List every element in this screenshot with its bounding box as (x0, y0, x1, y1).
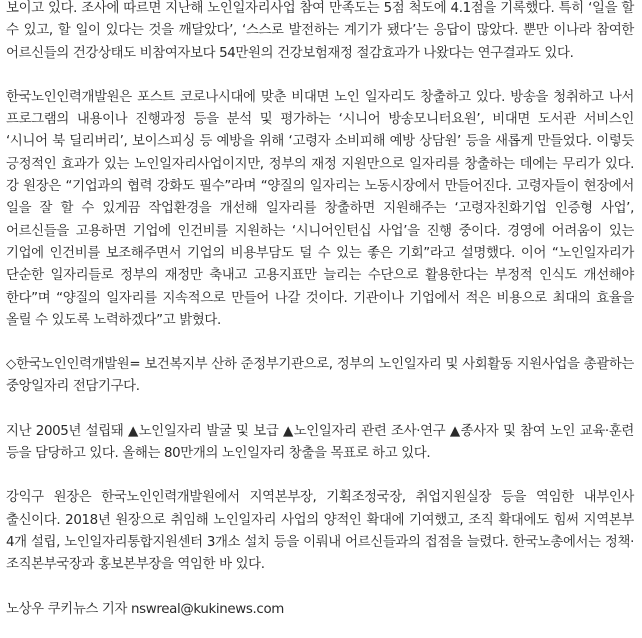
paragraph-institute-history: 지난 2005년 설립돼 ▲노인일자리 발굴 및 보급 ▲노인일자리 관련 조사·연구 ▲종사자 및 참여 노인 교육·훈련 등을 담당하고 있다. 올해는 80만개의 노인일자리 창출을 목표로 하고 있다. (6, 423, 634, 462)
paragraph-survey-results: 보이고 있다. 조사에 따르면 지난해 노인일자리사업 참여 만족도는 5점 척도에 4.1점을 기록했다. 특히 ‘일을 할 수 있고, 할 일이 있다는 것을 깨달았다’, ‘스스로 발전하는 계기가 됐다’는 응답이 많았다. 뿐만 이나라 참여한 어르신들의 건강상태도 비참여자보다 54만원의 건강보험재정 절감효과가 나왔다는 연구결과도 있다. (6, 1, 634, 61)
paragraph-institute-info: ◇한국노인인력개발원= 보건복지부 산하 준정부기관으로, 정부의 노인일자리 및 사회활동 지원사업을 총괄하는 중앙일자리 전담기구다. (6, 357, 634, 395)
paragraph-noncontact-jobs: 한국노인인력개발원은 포스트 코로나시대에 맞춘 비대면 노인 일자리도 창출하고 있다. 방송을 청취하고 나서 프로그램의 내용이나 진행과정 등을 분석 및 평가하는 ‘시니어 방송모니터요원’, 비대면 도서관 서비스인 ‘시니어 북 딜리버리’, 보이스피싱 등 예방을 위해 ‘고령자 소비피해 예방 상담원’ 등을 새롭게 만들었다. 이렇듯 긍정적인 효과가 있는 노인일자리사업이지만, 정부의 재정 지원만으로 일자리를 창출하는 데에는 무리가 있다. 강 원장은 “기업과의 협력 강화도 필수”라며 “양질의 일자리는 노동시장에서 만들어진다. 고령자들이 현장에서 일을 잘 할 수 있게끔 작업환경을 개선해 일자리를 창출하면 지원해주는 ‘고령자친화기업 인증형 사업’, 어르신들을 고용하면 기업에 인건비를 지원하는 ‘시니어인턴십 사업’을 진행 중이다. 경영에 어려움이 있는 기업에 인건비를 보조해주면서 기업의 비용부담도 덜 수 있는 좋은 기회”라고 설명했다. 이어 “노인일자리가 단순한 일자리들로 정부의 재정만 축내고 고용지표만 늘리는 수단으로 활용한다는 부정적 인식도 개선해야 한다”며 “양질의 일자리를 지속적으로 만들어 나갈 것이다. 기관이나 기업에서 적은 비용으로 최대의 효율을 올릴 수 있도록 노력하겠다”고 밝혔다. (6, 89, 634, 328)
paragraph-director-profile: 강익구 원장은 한국노인인력개발원에서 지역본부장, 기획조정국장, 취업지원실장 등을 역임한 내부인사 출신이다. 2018년 원장으로 취임해 노인일자리 사업의 양적인 확대에 기여했고, 조직 확대에도 힘써 지역본부 4개 설립, 노인일자리통합지원센터 3개소 설치 등을 이뤄내 어르신들과의 접점을 늘렸다. 한국노총에서는 정책·조직본부국장과 홍보본부장을 역임한 바 있다. (6, 490, 634, 573)
byline: 노상우 쿠키뉴스 기자 nswreal@kukinews.com (6, 601, 284, 617)
article-body (6, 0, 634, 621)
